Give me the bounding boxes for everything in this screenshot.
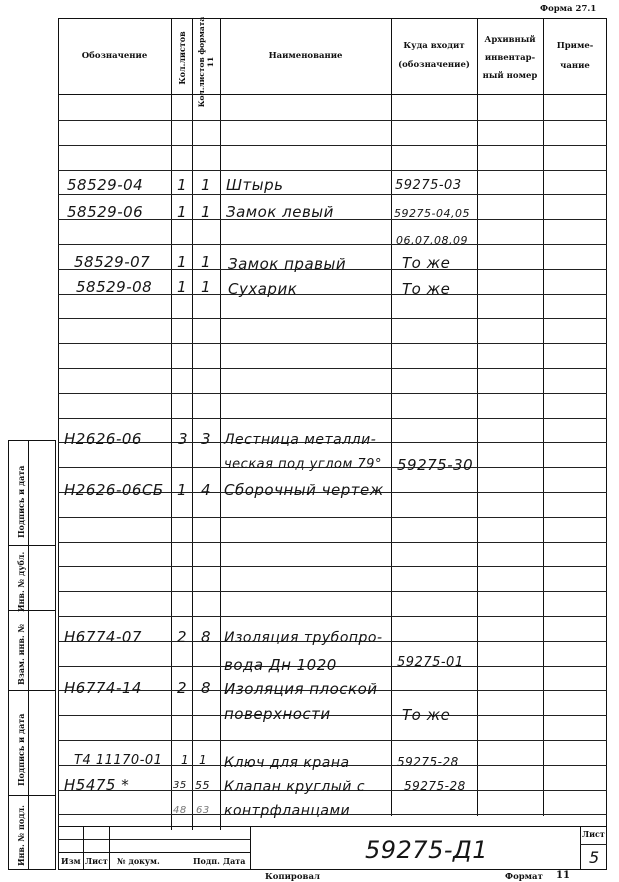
title-block-divider: [83, 826, 84, 870]
title-block-sheet-line: [580, 844, 607, 845]
designation-cell: Н2626-06СБ: [64, 481, 164, 499]
row-line: [58, 318, 607, 319]
count-cell: 1: [177, 203, 188, 221]
count-cell: 35: [173, 780, 187, 791]
where-cell: То же: [402, 706, 451, 724]
name-cell: вода Дн 1020: [224, 656, 337, 674]
col-line: [543, 18, 544, 816]
count-cell: 3: [178, 430, 189, 448]
name-cell: Изоляция трубопро-: [224, 630, 383, 646]
name-cell: контрфланцами: [224, 803, 351, 819]
stamp-doc-no: № докум.: [117, 856, 160, 866]
name-cell: поверхности: [224, 705, 331, 723]
document-code: 59275-Д1: [365, 836, 489, 864]
name-cell: Сборочный чертеж: [224, 481, 384, 499]
title-block-line: [58, 839, 250, 840]
stamp-list: Лист: [85, 856, 108, 866]
side-label-sign-date-1: Подпись и дата: [16, 713, 26, 786]
count-cell: 48: [173, 805, 187, 816]
header-bottom-line: [58, 94, 607, 95]
count-cell: 2: [177, 628, 188, 646]
title-block-divider: [250, 826, 251, 870]
designation-cell: Н6774-07: [64, 628, 142, 646]
side-label-inv-dup: Инв. № дубл.: [16, 551, 26, 612]
count-cell: 1: [177, 481, 188, 499]
count11-cell: 1: [199, 753, 208, 767]
row-line: [58, 418, 607, 419]
col-line: [220, 18, 221, 830]
footer-copied: Копировал: [265, 872, 320, 882]
where-cell: 59275-01: [397, 655, 464, 670]
count-cell: 2: [177, 679, 188, 697]
row-line: [58, 591, 607, 592]
designation-cell: 58529-08: [76, 278, 153, 296]
name-cell: Замок левый: [226, 203, 334, 221]
row-line: [58, 368, 607, 369]
header-note-1: Приме-: [556, 41, 594, 51]
name-cell: Ключ для крана: [224, 755, 350, 771]
designation-cell: 58529-06: [67, 203, 144, 221]
count-cell: 1: [177, 176, 188, 194]
header-archive-3: ный номер: [482, 71, 538, 81]
name-cell: ческая под углом 79°: [224, 457, 382, 472]
sheet-number: 5: [589, 848, 600, 867]
header-archive-2: инвентар-: [484, 53, 536, 63]
where-cell: 59275-04,05: [394, 207, 470, 220]
row-line: [58, 244, 607, 245]
title-block-divider: [109, 826, 110, 870]
where-cell: 59275-03: [395, 178, 462, 193]
row-line: [58, 194, 607, 195]
title-block-main-top: [250, 826, 607, 827]
row-line: [58, 542, 607, 543]
col-line: [391, 18, 392, 816]
name-cell: Изоляция плоской: [224, 680, 378, 698]
header-sheets-a11: Кол.листов формата 11: [197, 16, 215, 108]
header-archive-1: Архивный: [484, 35, 536, 45]
name-cell: Лестница металли-: [224, 432, 377, 448]
title-block-line: [58, 852, 250, 853]
designation-cell: Т4 11170-01: [74, 753, 163, 768]
count11-cell: 1: [201, 203, 212, 221]
where-cell: То же: [402, 280, 451, 298]
count-cell: 1: [181, 753, 190, 767]
row-line: [58, 120, 607, 121]
count11-cell: 8: [201, 628, 212, 646]
side-stamp-divider: [28, 440, 29, 870]
header-name: Наименование: [268, 51, 343, 61]
header-where-used-1: Куда входит: [403, 41, 465, 51]
designation-cell: Н2626-06: [64, 430, 142, 448]
name-cell: Клапан круглый с: [224, 779, 366, 795]
side-stamp-line: [8, 690, 56, 691]
where-cell: То же: [402, 254, 451, 272]
row-line: [58, 715, 607, 716]
count11-cell: 3: [201, 430, 212, 448]
side-label-inv-orig: Инв. № подл.: [16, 805, 26, 866]
count11-cell: 1: [201, 176, 212, 194]
form-label: Форма 27.1: [540, 4, 597, 14]
count11-cell: 55: [195, 779, 210, 792]
row-line: [58, 740, 607, 741]
row-line: [58, 343, 607, 344]
title-block-top-line: [58, 826, 250, 827]
row-line: [58, 393, 607, 394]
stamp-podp: Подп.: [193, 856, 220, 866]
name-cell: Сухарик: [228, 280, 298, 298]
header-where-used-2: (обозначение): [398, 60, 470, 70]
side-label-sign-date-2: Подпись и дата: [16, 465, 26, 538]
col-line: [171, 18, 172, 830]
row-line: [58, 566, 607, 567]
side-label-replaces-inv: Взам. инв. №: [16, 623, 26, 685]
title-block-divider: [580, 826, 581, 870]
sheet-label: Лист: [582, 829, 605, 839]
designation-cell: Н6774-14: [64, 679, 142, 697]
row-line: [58, 616, 607, 617]
designation-cell: 58529-04: [67, 176, 144, 194]
footer-format-value: 11: [556, 870, 570, 881]
count11-cell: 4: [201, 481, 212, 499]
name-cell: Штырь: [226, 176, 284, 194]
count11-cell: 1: [201, 278, 212, 296]
where-cell: 59275-28: [404, 779, 466, 793]
name-cell: Замок правый: [228, 255, 347, 273]
footer-format-label: Формат: [505, 872, 543, 882]
where-cell: 06,07,08,09: [396, 234, 468, 247]
header-note-2: чание: [560, 61, 590, 71]
col-line: [192, 18, 193, 830]
header-designation: Обозначение: [81, 51, 148, 61]
count-cell: 1: [177, 278, 188, 296]
where-cell: 59275-28: [397, 755, 459, 769]
count11-cell: 1: [201, 253, 212, 271]
row-line: [58, 517, 607, 518]
col-line: [477, 18, 478, 816]
stamp-data: Дата: [223, 856, 246, 866]
row-line: [58, 170, 607, 171]
row-line: [58, 145, 607, 146]
where-cell: 59275-30: [397, 456, 474, 474]
count11-cell: 8: [201, 679, 212, 697]
designation-cell: 58529-07: [74, 253, 151, 271]
designation-cell: Н5475 *: [64, 776, 130, 794]
header-sheets-count: Кол.листов: [177, 31, 187, 85]
stamp-izm: Изм: [61, 856, 81, 866]
count-cell: 1: [177, 253, 188, 271]
count11-cell: 63: [196, 805, 210, 816]
